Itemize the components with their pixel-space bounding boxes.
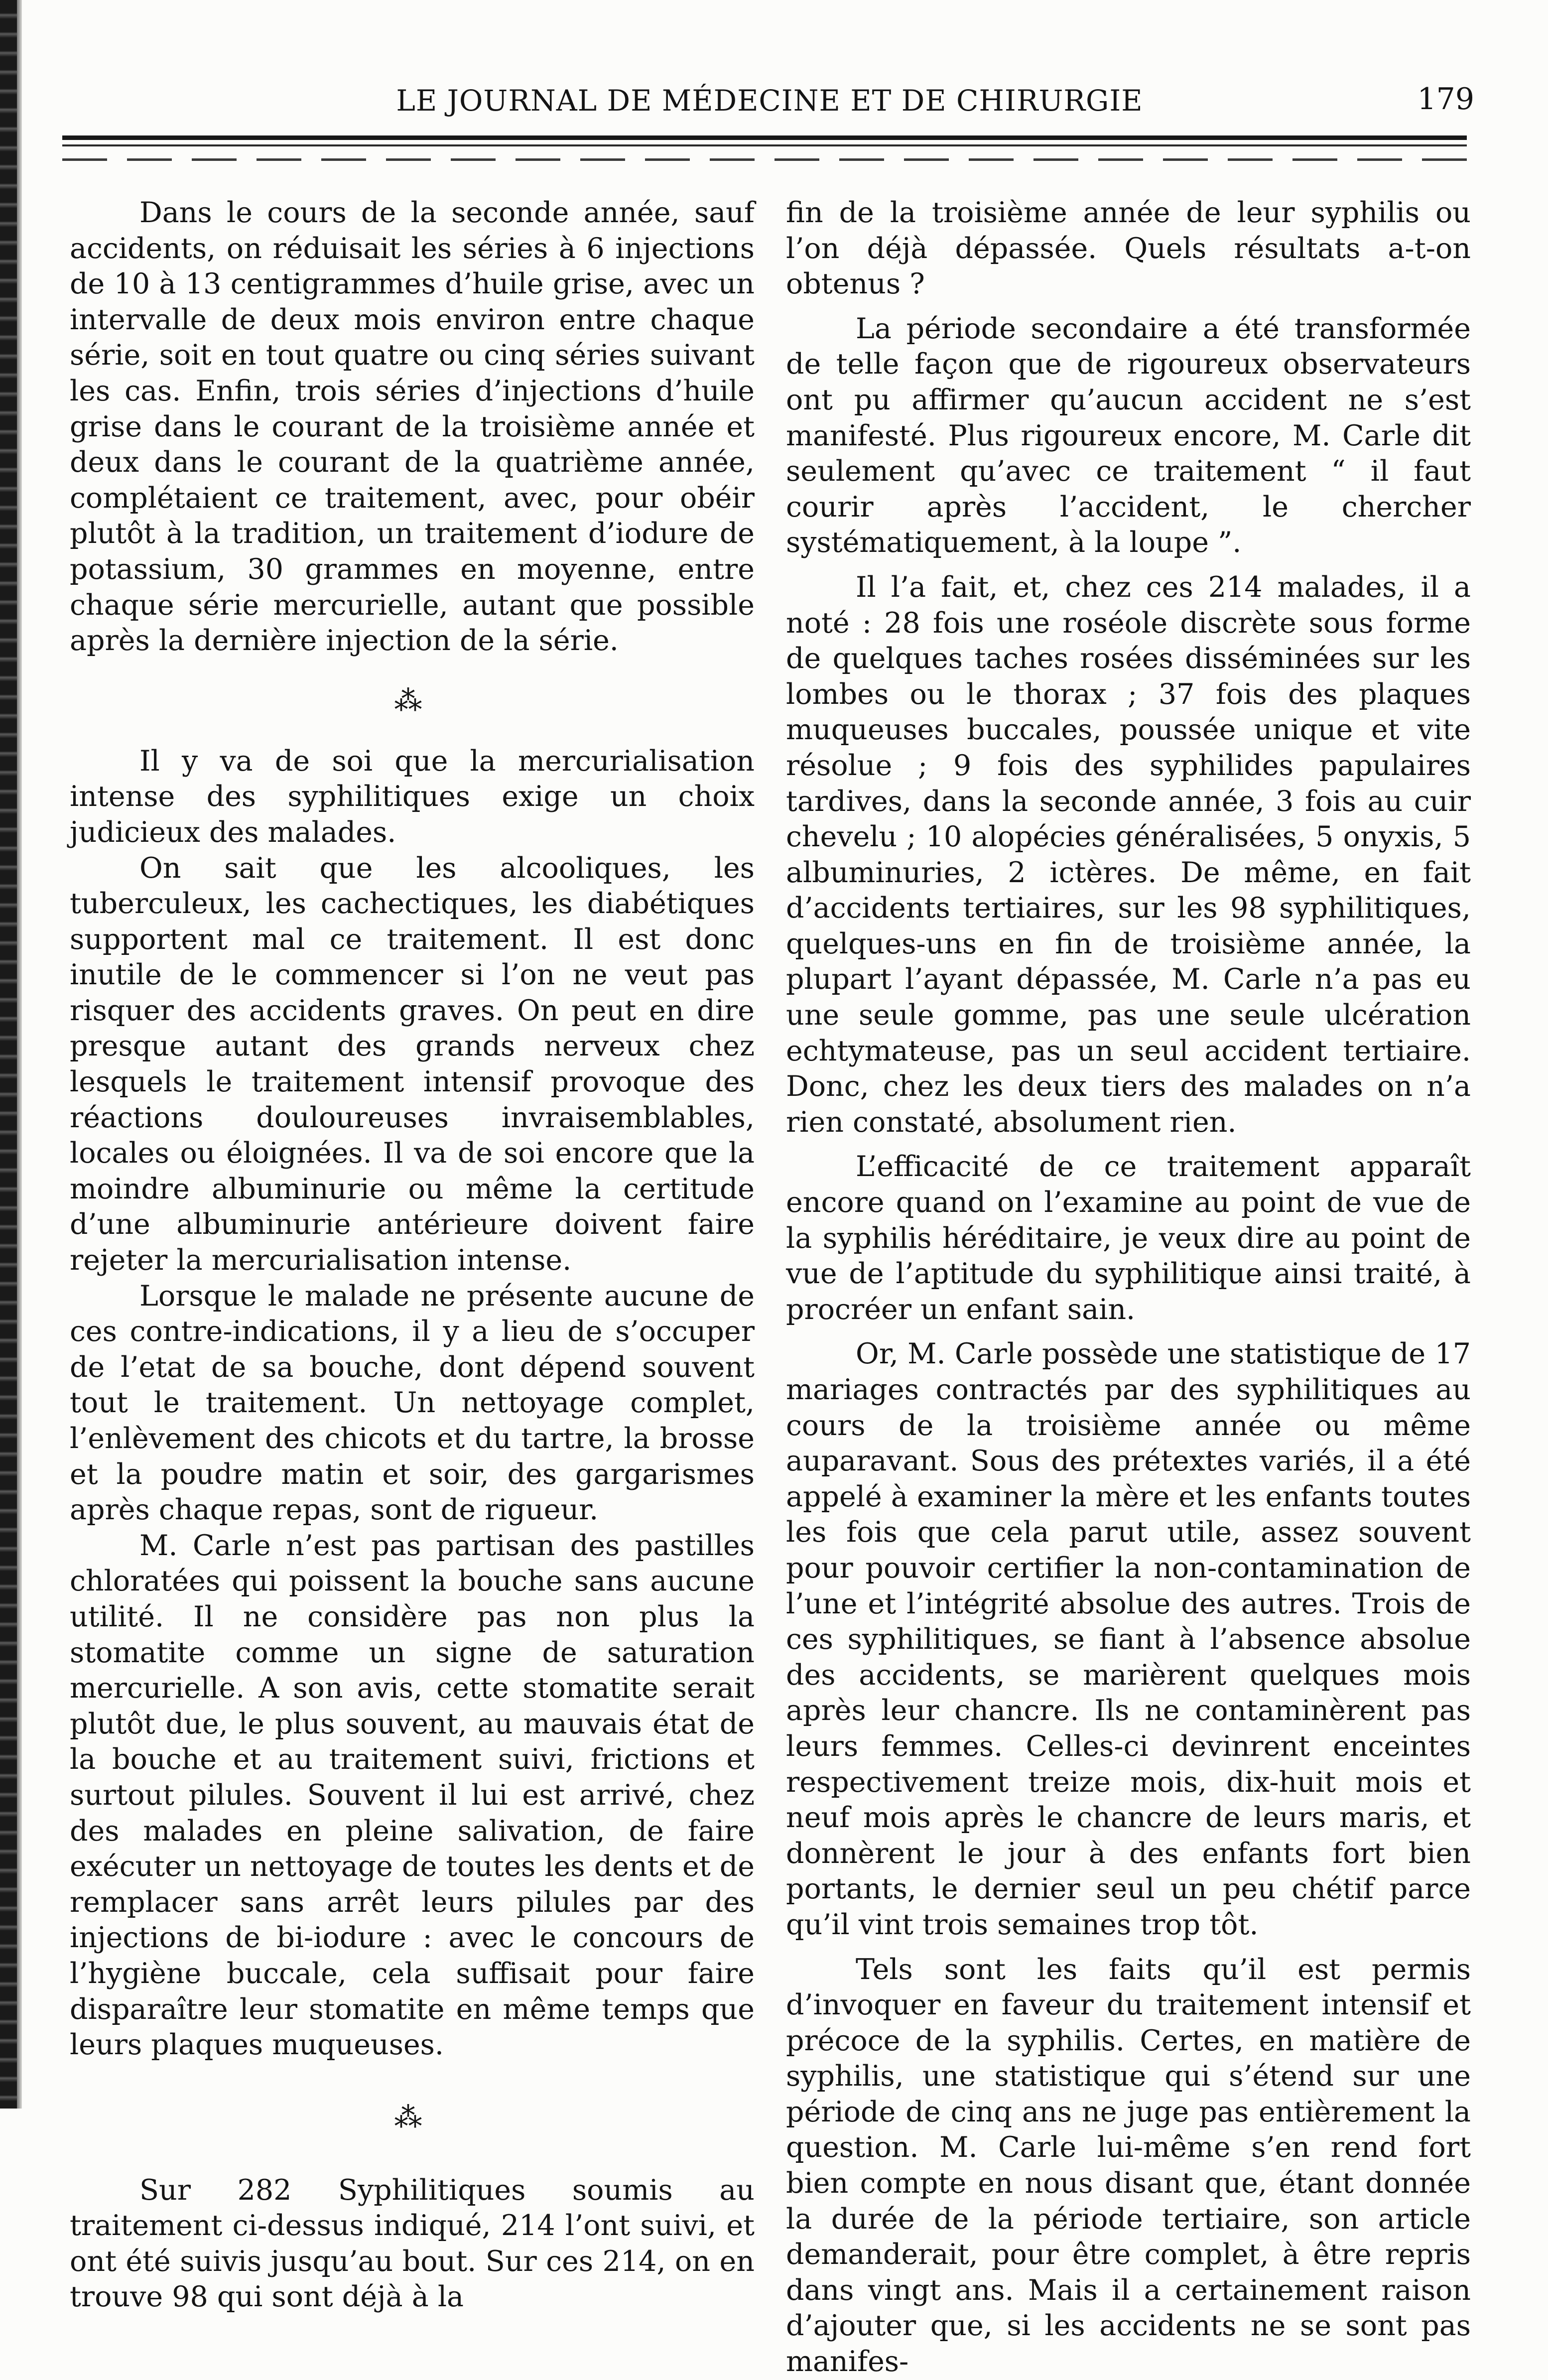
header-rule-thin <box>62 144 1467 146</box>
page-number: 179 <box>1417 82 1474 117</box>
running-header <box>65 75 1474 130</box>
paragraph-continued: fin de la troisième année de leur syphilis ou l’on déjà dépassée. Quels résultats a-t-on obtenus ? <box>786 196 1471 301</box>
left-column <box>70 195 755 2315</box>
journal-title: LE JOURNAL DE MÉDECINE ET DE CHIRURGIE <box>396 84 1143 118</box>
paragraph: Sur 282 Syphilitiques soumis au traitement ci-dessus indiqué, 214 l’ont suivi, et ont été suivis jusqu’au bout. Sur ces 214, on en trouve 98 qui sont déjà à la <box>70 2173 755 2314</box>
binding-shadow <box>17 0 22 2109</box>
asterism-divider: ⁂ <box>394 684 430 717</box>
paragraph: Or, M. Carle possède une statistique de 17 mariages contractés par des syphilitiques au cours de la troisième année ou même auparavant. Sous des prétextes variés, il a été appelé à examiner la mère et les enfants toutes les fois que cela parut utile, assez souvent pour pouvoir certifier la non-contamination de l’une et l’intégrité absolue des autres. Trois de ces syphilitiques, se fiant à l’absence absolue des accidents, se marièrent quelques mois après leur chancre. Ils ne contaminèrent pas leurs femmes. Celles-ci devinrent enceintes respectivement treize mois, dix-huit mois et neuf mois après le chancre de leurs maris, et donnèrent le jour à des enfants fort bien portants, le dernier seul un peu chétif parce qu’il vint trois semaines trop tôt. <box>786 1337 1471 1941</box>
book-binding-edge <box>0 0 17 2109</box>
paragraph: Lorsque le malade ne présente aucune de ces contre-indications, il y a lieu de s’occuper de l’etat de sa bouche, dont dépend souvent tout le traitement. Un nettoyage complet, l’enlèvement des chicots et du tartre, la brosse et la poudre matin et soir, des gargarismes après chaque repas, sont de rigueur. <box>70 1279 755 1527</box>
paragraph: Dans le cours de la seconde année, sauf accidents, on réduisait les séries à 6 injections de 10 à 13 centigrammes d’huile grise, avec un intervalle de deux mois environ entre chaque série, soit en tout quatre ou cinq séries suivant les cas. Enfin, trois séries d’injections d’huile grise dans le courant de la troisième année et deux dans le courant de la quatrième année, complétaient ce traitement, avec, pour obéir plutôt à la tradition, un traitement d’iodure de potassium, 30 grammes en moyenne, entre chaque série mercurielle, autant que possible après la dernière injection de la série. <box>70 196 755 658</box>
paragraph: Tels sont les faits qu’il est permis d’invoquer en faveur du traitement intensif et précoce de la syphilis. Certes, en matière de syphilis, une statistique qui s’étend sur une période de cinq ans ne juge pas entièrement la question. M. Carle lui-même s’en rend fort bien compte en nous disant que, étant donnée la durée de la période tertiaire, son article demanderait, pour être complet, à être repris dans vingt ans. Mais il a certainement raison d’ajouter que, si les accidents ne se sont pas manifes- <box>786 1953 1471 2379</box>
paragraph: Il l’a fait, et, chez ces 214 malades, il a noté : 28 fois une roséole discrète sous forme de quelques taches rosées disséminées sur les lombes ou le thorax ; 37 fois des plaques muqueuses buccales, poussée unique et vite résolue ; 9 fois des syphilides papulaires tardives, dans la seconde année, 3 fois au cuir chevelu ; 10 alopécies généralisées, 5 onyxis, 5 albuminuries, 2 ictères. De même, en fait d’accidents tertiaires, sur les 98 syphilitiques, quelques-uns en fin de troisième année, la plupart l’ayant dépassée, M. Carle n’a pas eu une seule gomme, pas une seule ulcération echtymateuse, pas un seul accident tertiaire. Donc, chez les deux tiers des malades on n’a rien constaté, absolument rien. <box>786 570 1471 1139</box>
header-rule-dashed <box>62 158 1467 161</box>
paragraph: La période secondaire a été transformée de telle façon que de rigoureux observateurs ont pu affirmer qu’aucun accident ne s’est manifesté. Plus rigoureux encore, M. Carle dit seulement qu’avec ce traitement “ il faut courir après l’accident, le chercher systématiquement, à la loupe ”. <box>786 312 1471 559</box>
paragraph: Il y va de soi que la mercurialisation intense des syphilitiques exige un choix judicieux des malades. <box>70 744 755 849</box>
right-column <box>786 195 1471 2380</box>
paragraph: On sait que les alcooliques, les tuberculeux, les cachectiques, les diabétiques supportent mal ce traitement. Il est donc inutile de le commencer si l’on ne veut pas risquer des accidents graves. On peut en dire presque autant des grands nerveux chez lesquels le traitement intensif provoque des réactions douloureuses invraisemblables, locales ou éloignées. Il va de soi encore que la moindre albuminurie ou même la certitude d’une albuminurie antérieure doivent faire rejeter la mercurialisation intense. <box>70 851 755 1277</box>
asterism-divider: ⁂ <box>394 2101 430 2134</box>
paragraph: M. Carle n’est pas partisan des pastilles chloratées qui poissent la bouche sans aucune utilité. Il ne considère pas non plus la stomatite comme un signe de saturation mercurielle. A son avis, cette stomatite serait plutôt due, le plus souvent, au mauvais état de la bouche et au traitement suivi, frictions et surtout pilules. Souvent il lui est arrivé, chez des malades en pleine salivation, de faire exécuter un nettoyage de toutes les dents et de remplacer sans arrêt leurs pilules par des injections de bi-iodure : avec le concours de l’hygiène buccale, cela suffisait pour faire disparaître leur stomatite en même temps que leurs plaques muqueuses. <box>70 1529 755 2062</box>
header-rule-thick <box>62 135 1467 140</box>
paragraph: L’efficacité de ce traitement apparaît encore quand on l’examine au point de vue de la syphilis héréditaire, je veux dire au point de vue de l’aptitude du syphilitique ainsi traité, à procréer un enfant sain. <box>786 1150 1471 1326</box>
